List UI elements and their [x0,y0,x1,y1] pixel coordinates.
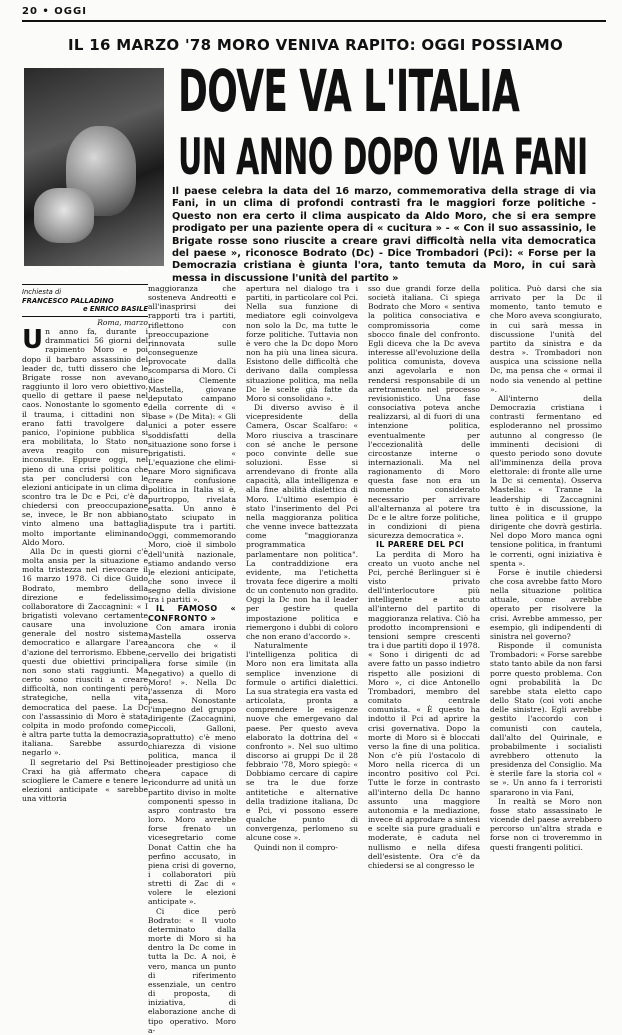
standfirst: Il paese celebra la data del 16 marzo, commemorativa della strage di via Fani, in un clima di profondi contrasti fra le maggiori forze politiche - Questo non era certo il clima auspicato da Aldo Moro, che si era sempre prodigato per una paziente opera di « cucitura » - « Con il suo assassinio, le Brigate rosse sono riuscite a creare gravi difficoltà nella vita democratica del paese », riconosce Bodrato (Dc) - Dice Trombadori (Pci): « Forse per la Democrazia cristiana è giunta l'ora, tanto temuta da Moro, in cui sarà messa in discussione l'unità del partito » [172,186,596,284]
byline-label: Inchiesta di [22,288,62,296]
column-3-paragraph: Naturalmente l'intelligenza politica di Moro non era limitata alla semplice invenzione di formule o artifici dialettici. La sua strategia era vasta ed articolata, pronta a comprendere le esigenze nuove che emergevano dal paese. Per questo aveva elaborato la dottrina del « confronto ». Nel suo ultimo discorso ai gruppi Dc il 28 febbraio '78, Moro spiegò: « Dobbiamo cercare di capire se tra le due forze antitetiche e alternative della tradizione italiana, Dc e Pci, vi possono essere qualche punto di convergenza, perlomeno su alcune cose ». [246,641,358,843]
column-2-paragraph: Ci dice però Bodrato: « Il vuoto determinato dalla morte di Moro si ha dentro la Dc come in tutta la Dc. A noi, è vero, manca un punto di riferimento essenziale, un centro di proposta, di iniziativa, di elaborazione anche di tipo operativo. Moro a- [148,906,236,1035]
column-5-paragraph: In realtà se Moro non fosse stato assassinato le vicende del paese avrebbero percorso un'altra strada e forse non ci troveremmo in questi frangenti politici. [490,796,602,852]
main-headline: DOVE VA L'ITALIA [178,57,520,125]
byline [22,284,148,317]
portrait-photo-icon [24,68,164,266]
article-column-3 [246,284,358,852]
column-1-paragraph [22,327,148,547]
column-1-paragraph: Alla Dc in questi giorni c'è molta ansia per la situazione e molta tristezza nel rievocare il 16 marzo 1978. Ci dice Guido Bodrato, membro della direzione e fedelissimo collaboratore di Zaccagnini: « I brigatisti volevano certamente causare una involuzione generale del nostro sistema democratico e allargare l'area d'azione del terrorismo. Ebbene, questi due obiettivi principali non sono stati raggiunti. Ma certo sono riusciti a creare difficoltà, non contingenti però strategiche, nella vita democratica del paese. La Dc con l'assassinio di Moro è stata colpita in modo profondo come è altra parte tutta la democrazia italiana. Sarebbe assurdo negarlo ». [22,546,148,758]
column-4-paragraph: sso due grandi forze della società italiana. Ci spiega Bodrato che Moro « sentiva la politica consociativa e compromissoria come sbocco finale del confronto. Egli diceva che la Dc aveva interesse all'evoluzione della politica comunista, doveva anzi agevolarla e non rendersi responsabile di un arretramento nel processo revisionistico. Una fase consociativa poteva anche realizzarsi, al di fuori di una intenzione politica, eventualmente per l'eccezionalità delle circostanze interne o internazionali. Ma nel ragionamento di Moro questa fase non era un momento considerato necessario per arrivare all'alternanza al potere tra Dc e le altre forze politiche, in condizioni di piena sicurezza democratica ». [368,284,480,541]
article-column-2 [148,284,236,1035]
dateline: Roma, marzo [97,318,148,327]
column-4-paragraph: La perdita di Moro ha creato un vuoto anche nel Pci, perché Berlinguer si è visto privato dell'interlocutore più intelligente e acuto all'interno del partito di maggioranza relativa. Ciò ha prodotto incomprensioni e tensioni sempre crescenti tra i due partiti dopo il 1978. « Sono i dirigenti dc ad avere fatto un passo indietro rispetto alle posizioni di Moro », ci dice Antonello Trombadori, membro del comitato centrale comunista. « È questo ha indotto il Pci ad aprire la crisi governativa. Dopo la morte di Moro si è bloccati verso la fine di una politica. Non c'è più l'ostacolo di Moro nella ricerca di un incontro positivo col Pci. Tutte le forze in contrasto all'interno della Dc hanno assunto una maggiore autonomia e la mediazione, invece di approdare a sintesi e scelte sia pure graduali e moderate, è caduta nel nullismo e nella difesa dell'esistente. Ora c'è da chiedersi se al congresso le [368,549,480,870]
article-column-4 [368,284,480,870]
page-folio: 20 • OGGI [22,6,87,17]
article-column-1 [22,318,148,803]
article-column-5 [490,284,602,852]
column-5-paragraph: All'interno della Democrazia cristiana i contrasti fermentano ed esploderanno nel prossimo autunno al congresso (le imminenti decisioni di questo periodo sono dovute all'imminenza della prova elettorale: di fronte alle urne la Dc si cementa). Osserva Mastella: « Tranne la leadership di Zaccagnini tutto è in discussione, la linea politica e il gruppo dirigente che dovrà gestirla. Nel dopo Moro manca ogni tensione politica, in frantumi le correnti, ogni iniziativa è spenta ». [490,393,602,568]
column-5-paragraph: Risponde il comunista Trombadori: « Forse sarebbe stato tanto abile da non farsi porre questo problema. Con ogni probabilità la Dc sarebbe stata eletto capo dello Stato (coi voti anche delle sinistre). Egli avrebbe gestito l'accordo con i comunisti con cautela, dall'alto del Quirinale, e probabilmente i socialisti avrebbero ottenuto la presidenza del Consiglio. Ma è sterile fare la storia col « se ». Un anno fa i terroristi spararono in via Fani, [490,641,603,797]
column-2-paragraph: Con amara ironia Mastella osserva ancora che « il cervello dei brigatisti era forse simile (in negativo) a quello di Moro! ». Nella Dc l'assenza di Moro pesa. Nonostante l'impegno del gruppo dirigente (Zaccagnini, Piccoli, Galloni, soprattutto) c'è meno chiarezza di visione politica, manca il leader prestigioso che era capace di ricondurre ad unità un partito diviso in molte componenti spesso in aspro contrasto tra loro. Moro avrebbe forse frenato un vicesegretario come Donat Cattin che ha perfino accusato, in piena crisi di governo, i collaboratori più stretti di Zac di « volere le elezioni anticipate ». [148,622,236,907]
photo-hand [34,188,94,243]
sub-headline: UN ANNO DOPO VIA FANI [178,128,588,186]
column-5-paragraph: Forse è inutile chiedersi che cosa avrebbe fatto Moro nella situazione politica attuale, come avrebbe operato per risolvere la crisi. Avrebbe ammesso, per esempio, gli indipendenti di sinistra nel governo? [490,567,602,641]
column-2-subhead: IL FAMOSO « CONFRONTO » [148,604,236,623]
drop-cap: U [22,325,44,356]
column-3-paragraph: Quindi non il compro- [254,842,338,852]
kicker-headline: IL 16 MARZO '78 MORO VENIVA RAPITO: OGGI POSSIAMO [68,36,564,54]
column-2-paragraph: maggioranza che sosteneva Andreotti e all'inasprirsi dei rapporti tra i partiti, riflettono con preoccupazione rinnovata sulle conseguenze provocate dalla scomparsa di Moro. Ci dice Clemente Mastella, giovane deputato campano della corrente di « base » (De Mita): « Gli unici a poter essere soddisfatti della situazione sono forse i brigatisti. « L'equazione che elimi-nare Moro significava creare confusione politica in Italia si è, purtroppo, rivelata esatta. Un anno è stato sciupato in dispute tra i partiti. Oggi, commemorando Moro, cioè il simbolo dell'unità nazionale, stiamo andando verso le elezioni anticipate, che sono invece il segno della divisione tra i partiti ». [148,284,236,605]
column-3-paragraph: Di diverso avviso è il vicepresidente della Camera, Oscar Scalfaro: « Moro riusciva a trascinare con sé anche le persone poco convinte delle sue soluzioni. Esse si arrendevano di fronte alla capacità, alla intelligenza e alla fine abilità dialettica di Moro. L'ultimo esempio è stato l'inserimento del Pci nella maggioranza politica che venne invece battezzata come "maggioranza programmatica parlamentare non politica". La contraddizione era evidente, ma l'etichetta trovata fece digerire a molti dc un contenuto non gradito. Oggi la Dc non ha il leader per gestire quella impostazione politica e riemergono i dubbi di coloro che non erano d'accordo ». [246,403,358,641]
header-rule [22,20,606,22]
column-1-paragraph-text: n anno fa, durante i drammatici 56 giorni del rapimento Moro e poi dopo il barbaro assassinio del leader dc, tutti dissero che le Brigate rosse non avevano raggiunto il loro vero obiettivo, quello di gettare il paese nel caos. Nonostante lo sgomento e il trauma, i cittadini non si erano fatti travolgere dal panico, l'opinione pubblica si era mobilitata, lo Stato non aveva reagito con misure inconsulte. Eppure oggi, nel pieno di una crisi politica che sta per concludersi con le elezioni anticipate in un clima di scontro tra le Dc e Pci, c'è da chiedersi con preoccupazione se, invece, le Br non abbiano vinto almeno una battaglia molto importante eliminando Aldo Moro. [22,327,148,547]
byline-author-2: e ENRICO BASILE [82,305,148,313]
column-3-paragraph: apertura nel dialogo tra i partiti, in particolare col Pci. Nella sua funzione di mediatore egli coinvolgeva non solo la Dc, ma tutte le forze politiche. Tuttavia non è vero che la Dc dopo Moro non ha più una linea sicura. Esistono delle difficoltà che derivano dalla complessa situazione politica, ma nella Dc le scelte già fatte da Moro si consolidano ». [246,284,358,403]
column-5-paragraph: politica. Può darsi che sia arrivato per la Dc il momento, tanto temuto e che Moro aveva scongiurato, in cui sarà messa in discussione l'unità del partito da sinistra e da destra ». Trombadori non auspica una scissione nella Dc, ma pensa che « ormai il nodo sia venendo al pettine ». [490,284,602,394]
column-1-paragraph: Il segretario del Psi Bettino Craxi ha già affermato che sciogliere le Camere e tenere le elezioni anticipate « sarebbe una vittoria [22,757,148,804]
byline-author-1: FRANCESCO PALLADINO [22,296,114,305]
page-header [22,6,606,34]
column-4-subhead: IL PARERE DEL PCI [376,540,465,550]
